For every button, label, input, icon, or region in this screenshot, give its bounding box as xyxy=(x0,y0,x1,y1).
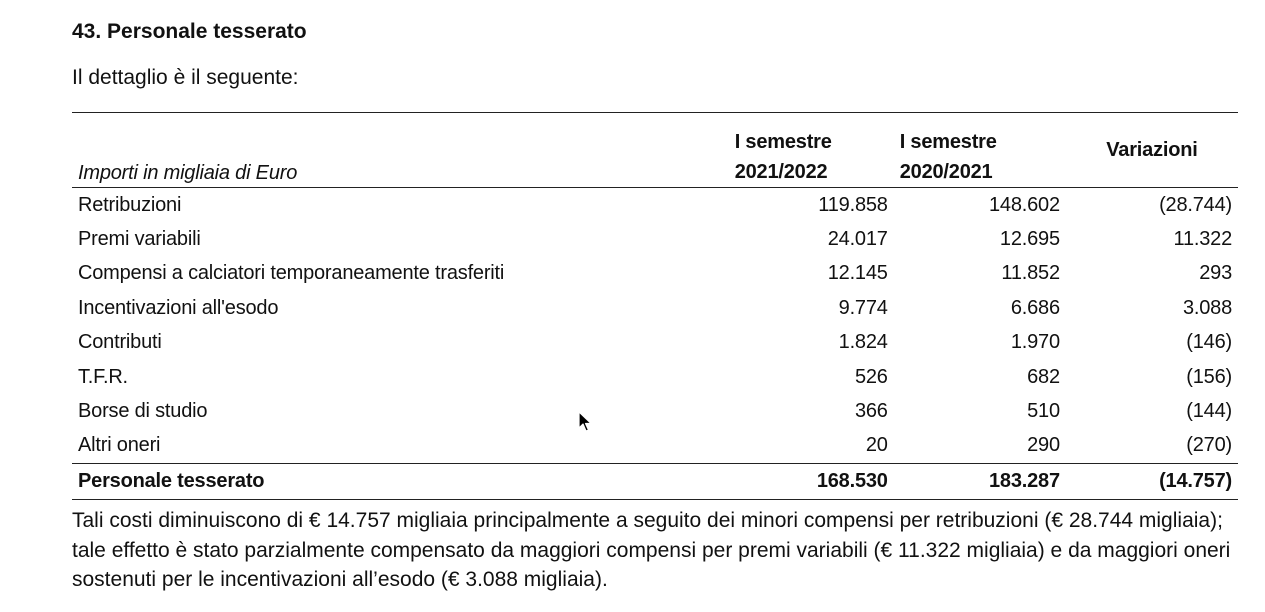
table-row xyxy=(72,291,1238,325)
value-2020-2021: 290 xyxy=(1027,434,1060,457)
row-label: Retribuzioni xyxy=(78,193,182,216)
value-2021-2022: 24.017 xyxy=(827,228,888,251)
table-row xyxy=(72,257,1238,291)
value-2020-2021: 6.686 xyxy=(1010,296,1060,319)
table-row xyxy=(72,360,1238,394)
row-label: Borse di studio xyxy=(78,400,208,423)
column-header-variazioni: Variazioni xyxy=(1066,113,1238,188)
unit-label: Importi in migliaia di Euro xyxy=(72,113,729,188)
value-variazioni: (270) xyxy=(1186,434,1232,457)
row-label: Compensi a calciatori temporaneamente trasferiti xyxy=(78,262,505,285)
value-2021-2022: 20 xyxy=(865,434,888,457)
table-row xyxy=(72,188,1238,223)
value-2020-2021: 11.852 xyxy=(1001,262,1060,285)
value-2020-2021: 1.970 xyxy=(1010,331,1060,354)
value-2021-2022: 12.145 xyxy=(827,262,888,285)
row-label: Contributi xyxy=(78,331,162,354)
value-2021-2022: 9.774 xyxy=(838,296,888,319)
total-label: Personale tesserato xyxy=(72,464,729,499)
column-header-2020-2021 xyxy=(894,113,1066,188)
mouse-pointer-icon xyxy=(578,411,592,433)
value-2021-2022: 119.858 xyxy=(818,193,888,216)
value-variazioni: 293 xyxy=(1199,262,1232,285)
section-heading: 43. Personale tesserato xyxy=(72,20,307,43)
table-row xyxy=(72,222,1238,256)
row-label: Premi variabili xyxy=(78,228,201,251)
column-header-line: 2020/2021 xyxy=(899,161,993,183)
value-2020-2021: 510 xyxy=(1027,400,1060,423)
value-variazioni: (156) xyxy=(1186,365,1232,388)
total-2020-2021: 183.287 xyxy=(894,464,1066,499)
value-2021-2022: 526 xyxy=(854,365,888,388)
personnel-cost-table xyxy=(72,112,1238,500)
row-label: Altri oneri xyxy=(78,434,161,457)
total-row xyxy=(72,464,1238,499)
column-header-line: I semestre xyxy=(899,131,997,153)
value-variazioni: (28.744) xyxy=(1159,193,1232,216)
column-header-line: I semestre xyxy=(734,131,832,153)
total-2021-2022: 168.530 xyxy=(729,464,894,499)
explanatory-paragraph: Tali costi diminuiscono di € 14.757 migliaia principalmente a seguito dei minori compensi per retribuzioni (€ 28.744 migliaia); tale effetto è stato parzialmente compensato da maggiori compensi per premi variabili (€ 11.322 migliaia) e da maggiori oneri sostenuti per le incentivazioni all’esodo (€ 3.088 migliaia). xyxy=(72,509,1231,591)
row-label: T.F.R. xyxy=(78,365,128,388)
value-2020-2021: 682 xyxy=(1027,365,1060,388)
table-row xyxy=(72,394,1238,428)
value-2021-2022: 366 xyxy=(854,400,888,423)
table-row xyxy=(72,326,1238,360)
total-variazioni: (14.757) xyxy=(1066,464,1238,499)
value-variazioni: (144) xyxy=(1186,400,1232,423)
value-variazioni: 11.322 xyxy=(1173,228,1232,251)
row-label: Incentivazioni all'esodo xyxy=(78,296,279,319)
value-variazioni: (146) xyxy=(1186,331,1232,354)
table-row xyxy=(72,429,1238,464)
value-2020-2021: 12.695 xyxy=(999,228,1060,251)
column-header-line: 2021/2022 xyxy=(734,161,828,183)
value-variazioni: 3.088 xyxy=(1182,296,1232,319)
value-2021-2022: 1.824 xyxy=(838,331,888,354)
column-header-2021-2022 xyxy=(729,113,894,188)
intro-text: Il dettaglio è il seguente: xyxy=(72,66,299,89)
value-2020-2021: 148.602 xyxy=(989,193,1060,216)
